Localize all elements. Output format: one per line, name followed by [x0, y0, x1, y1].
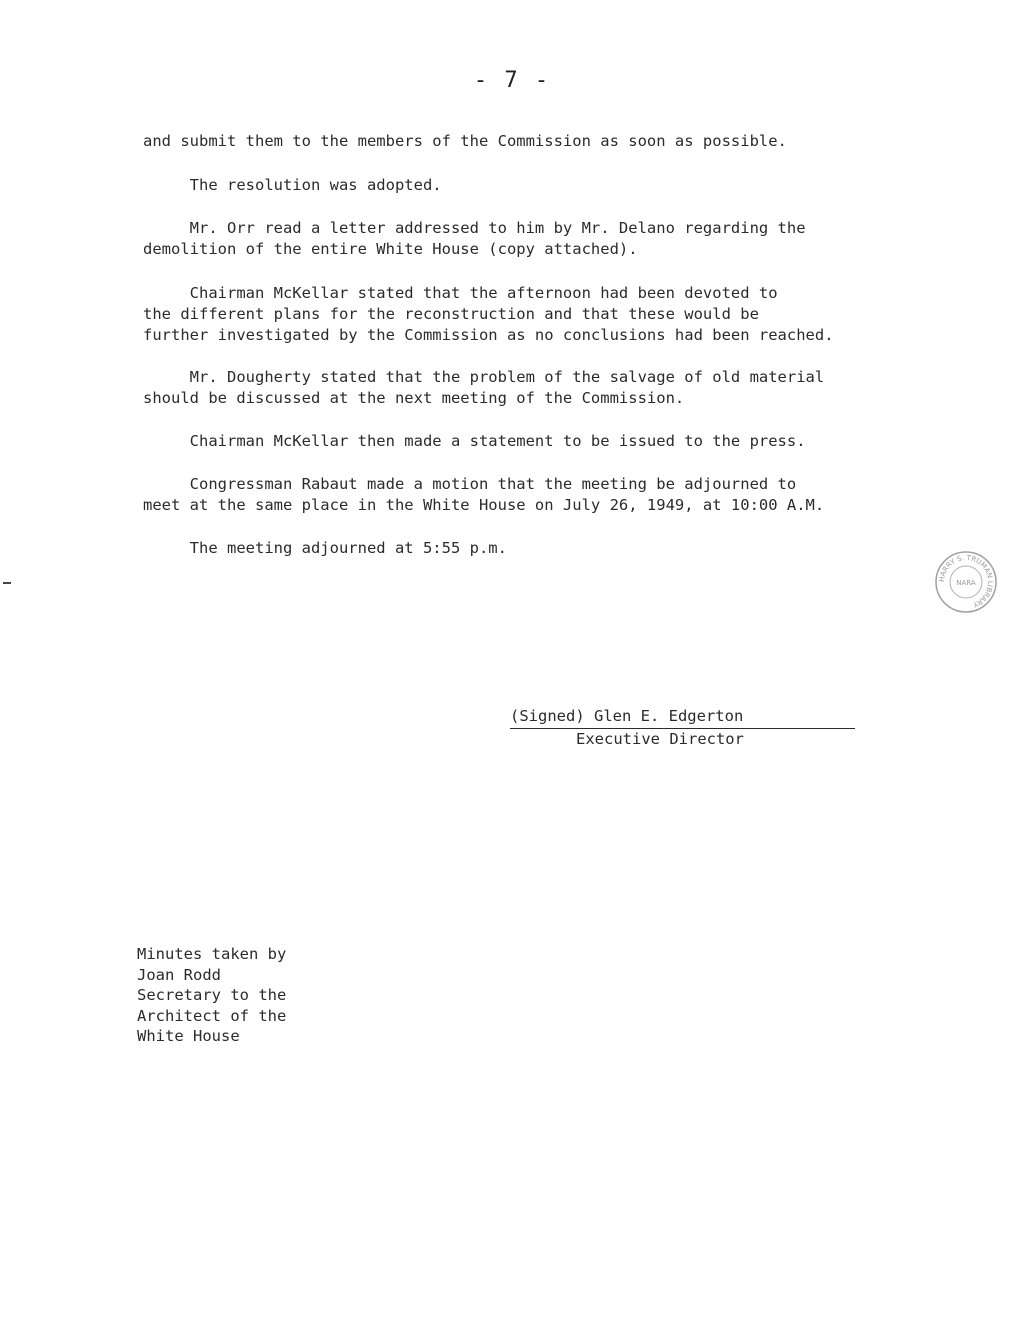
- library-stamp: [934, 550, 998, 614]
- minutes-line: Architect of the: [137, 1006, 287, 1025]
- page-number: - 7 -: [473, 68, 551, 93]
- minutes-line: White House: [137, 1027, 240, 1045]
- minutes-line: Joan Rodd: [137, 965, 221, 984]
- signature-line: (Signed) Glen E. Edgerton: [510, 706, 855, 729]
- paragraph-submit: and submit them to the members of the Commission as soon as possible.: [143, 132, 787, 150]
- stamp-text: HARRY S. TRUMAN LIBRARY: [937, 553, 995, 609]
- stamp-center-text: NARA: [956, 579, 976, 587]
- minutes-line: Secretary to the: [137, 986, 287, 1004]
- paragraph-orr-letter: Mr. Orr read a letter addressed to him by Mr. Delano regarding the demolition of the entire White House (copy attached).: [143, 219, 806, 258]
- paragraph-dougherty: Mr. Dougherty stated that the problem of the salvage of old material should be discussed at the next meeting of the Commission.: [143, 368, 825, 407]
- paragraph-resolution: The resolution was adopted.: [143, 176, 442, 194]
- paragraph-mckellar-afternoon: Chairman McKellar stated that the afternoon had been devoted to the different plans for the reconstruction and that these would be further investigated by the Commission as no conclusions had been reached.: [143, 284, 834, 344]
- signature-block: [510, 706, 855, 750]
- paragraph-press-statement: Chairman McKellar then made a statement to be issued to the press.: [143, 432, 806, 450]
- paragraph-rabaut-motion: Congressman Rabaut made a motion that the meeting be adjourned to meet at the same place in the White House on July 26, 1949, at 10:00 A.M.: [143, 475, 825, 514]
- paragraph-adjourned: The meeting adjourned at 5:55 p.m.: [143, 539, 507, 557]
- margin-mark: [3, 582, 11, 584]
- signature-title: Executive Director: [576, 730, 744, 748]
- minutes-block: [137, 944, 286, 1047]
- minutes-line: Minutes taken by: [137, 945, 287, 963]
